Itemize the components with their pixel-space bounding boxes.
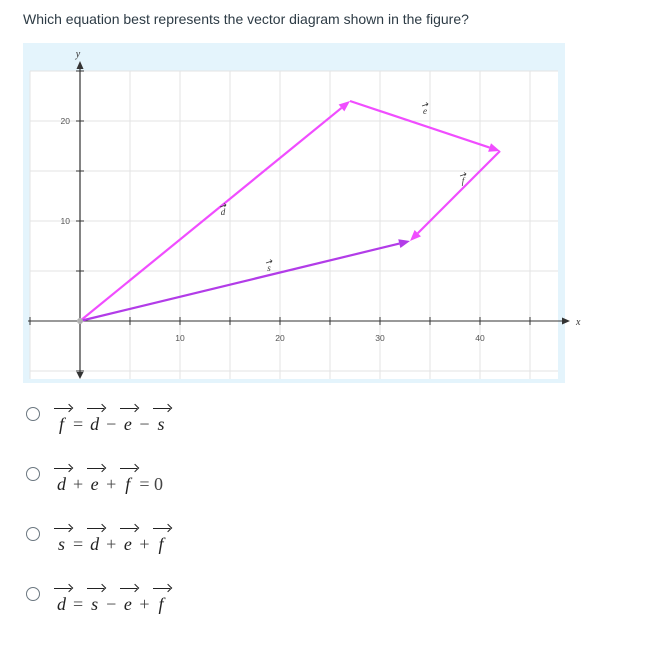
- y-axis-label: y: [75, 49, 81, 60]
- vector-symbol: f: [56, 402, 67, 435]
- operator-symbol: +: [73, 474, 84, 494]
- operator-symbol: +: [139, 534, 150, 554]
- vector-symbol: s: [155, 402, 166, 435]
- x-axis-arrow-icon: [562, 318, 570, 325]
- answer-choice-3[interactable]: [26, 522, 286, 558]
- answer-choice-radio[interactable]: [26, 527, 40, 541]
- vector-symbol: d: [89, 402, 100, 435]
- operator-symbol: +: [106, 474, 117, 494]
- vector-symbol: d: [89, 522, 100, 555]
- vector-diagram-figure: [23, 43, 581, 383]
- answer-choice-equation: [56, 522, 166, 555]
- svg-text:s: s: [267, 263, 271, 273]
- svg-text:d: d: [220, 207, 226, 217]
- question-text: Which equation best represents the vector diagram shown in the figure?: [23, 11, 469, 27]
- operator-symbol: =: [73, 534, 84, 554]
- operator-symbol: = 0: [139, 474, 163, 494]
- answer-choice-1[interactable]: [26, 402, 286, 438]
- answer-choice-2[interactable]: [26, 462, 286, 498]
- x-tick-label: 30: [375, 333, 385, 343]
- y-axis-arrow-icon: [77, 61, 84, 69]
- x-axis-label: x: [576, 317, 581, 328]
- operator-symbol: −: [106, 594, 117, 614]
- vector-symbol: e: [122, 522, 133, 555]
- answer-choice-equation: [56, 582, 166, 615]
- operator-symbol: =: [73, 594, 84, 614]
- vector-symbol: d: [56, 462, 67, 495]
- answer-choice-radio[interactable]: [26, 467, 40, 481]
- vector-symbol: f: [155, 522, 166, 555]
- x-tick-label: 20: [275, 333, 285, 343]
- operator-symbol: +: [106, 534, 117, 554]
- vector-symbol: e: [122, 582, 133, 615]
- vector-symbol: e: [122, 402, 133, 435]
- x-tick-label: 40: [475, 333, 485, 343]
- svg-text:f: f: [461, 176, 465, 186]
- answer-choice-4[interactable]: [26, 582, 286, 618]
- operator-symbol: =: [73, 414, 84, 434]
- vector-symbol: d: [56, 582, 67, 615]
- svg-text:e: e: [423, 106, 427, 116]
- operator-symbol: −: [106, 414, 117, 434]
- answer-choice-equation: [56, 402, 166, 435]
- operator-symbol: +: [139, 594, 150, 614]
- vector-symbol: f: [122, 462, 133, 495]
- vector-diagram-chart: [23, 43, 581, 383]
- answer-choice-radio[interactable]: [26, 587, 40, 601]
- x-tick-label: 10: [175, 333, 185, 343]
- vector-symbol: s: [56, 522, 67, 555]
- answer-choice-equation: [56, 462, 169, 495]
- vector-symbol: s: [89, 582, 100, 615]
- answer-choice-radio[interactable]: [26, 407, 40, 421]
- vector-symbol: f: [155, 582, 166, 615]
- origin-point: [77, 318, 83, 324]
- operator-symbol: −: [139, 414, 150, 434]
- y-tick-label: 20: [60, 116, 70, 126]
- vector-symbol: e: [89, 462, 100, 495]
- y-tick-label: 10: [60, 216, 70, 226]
